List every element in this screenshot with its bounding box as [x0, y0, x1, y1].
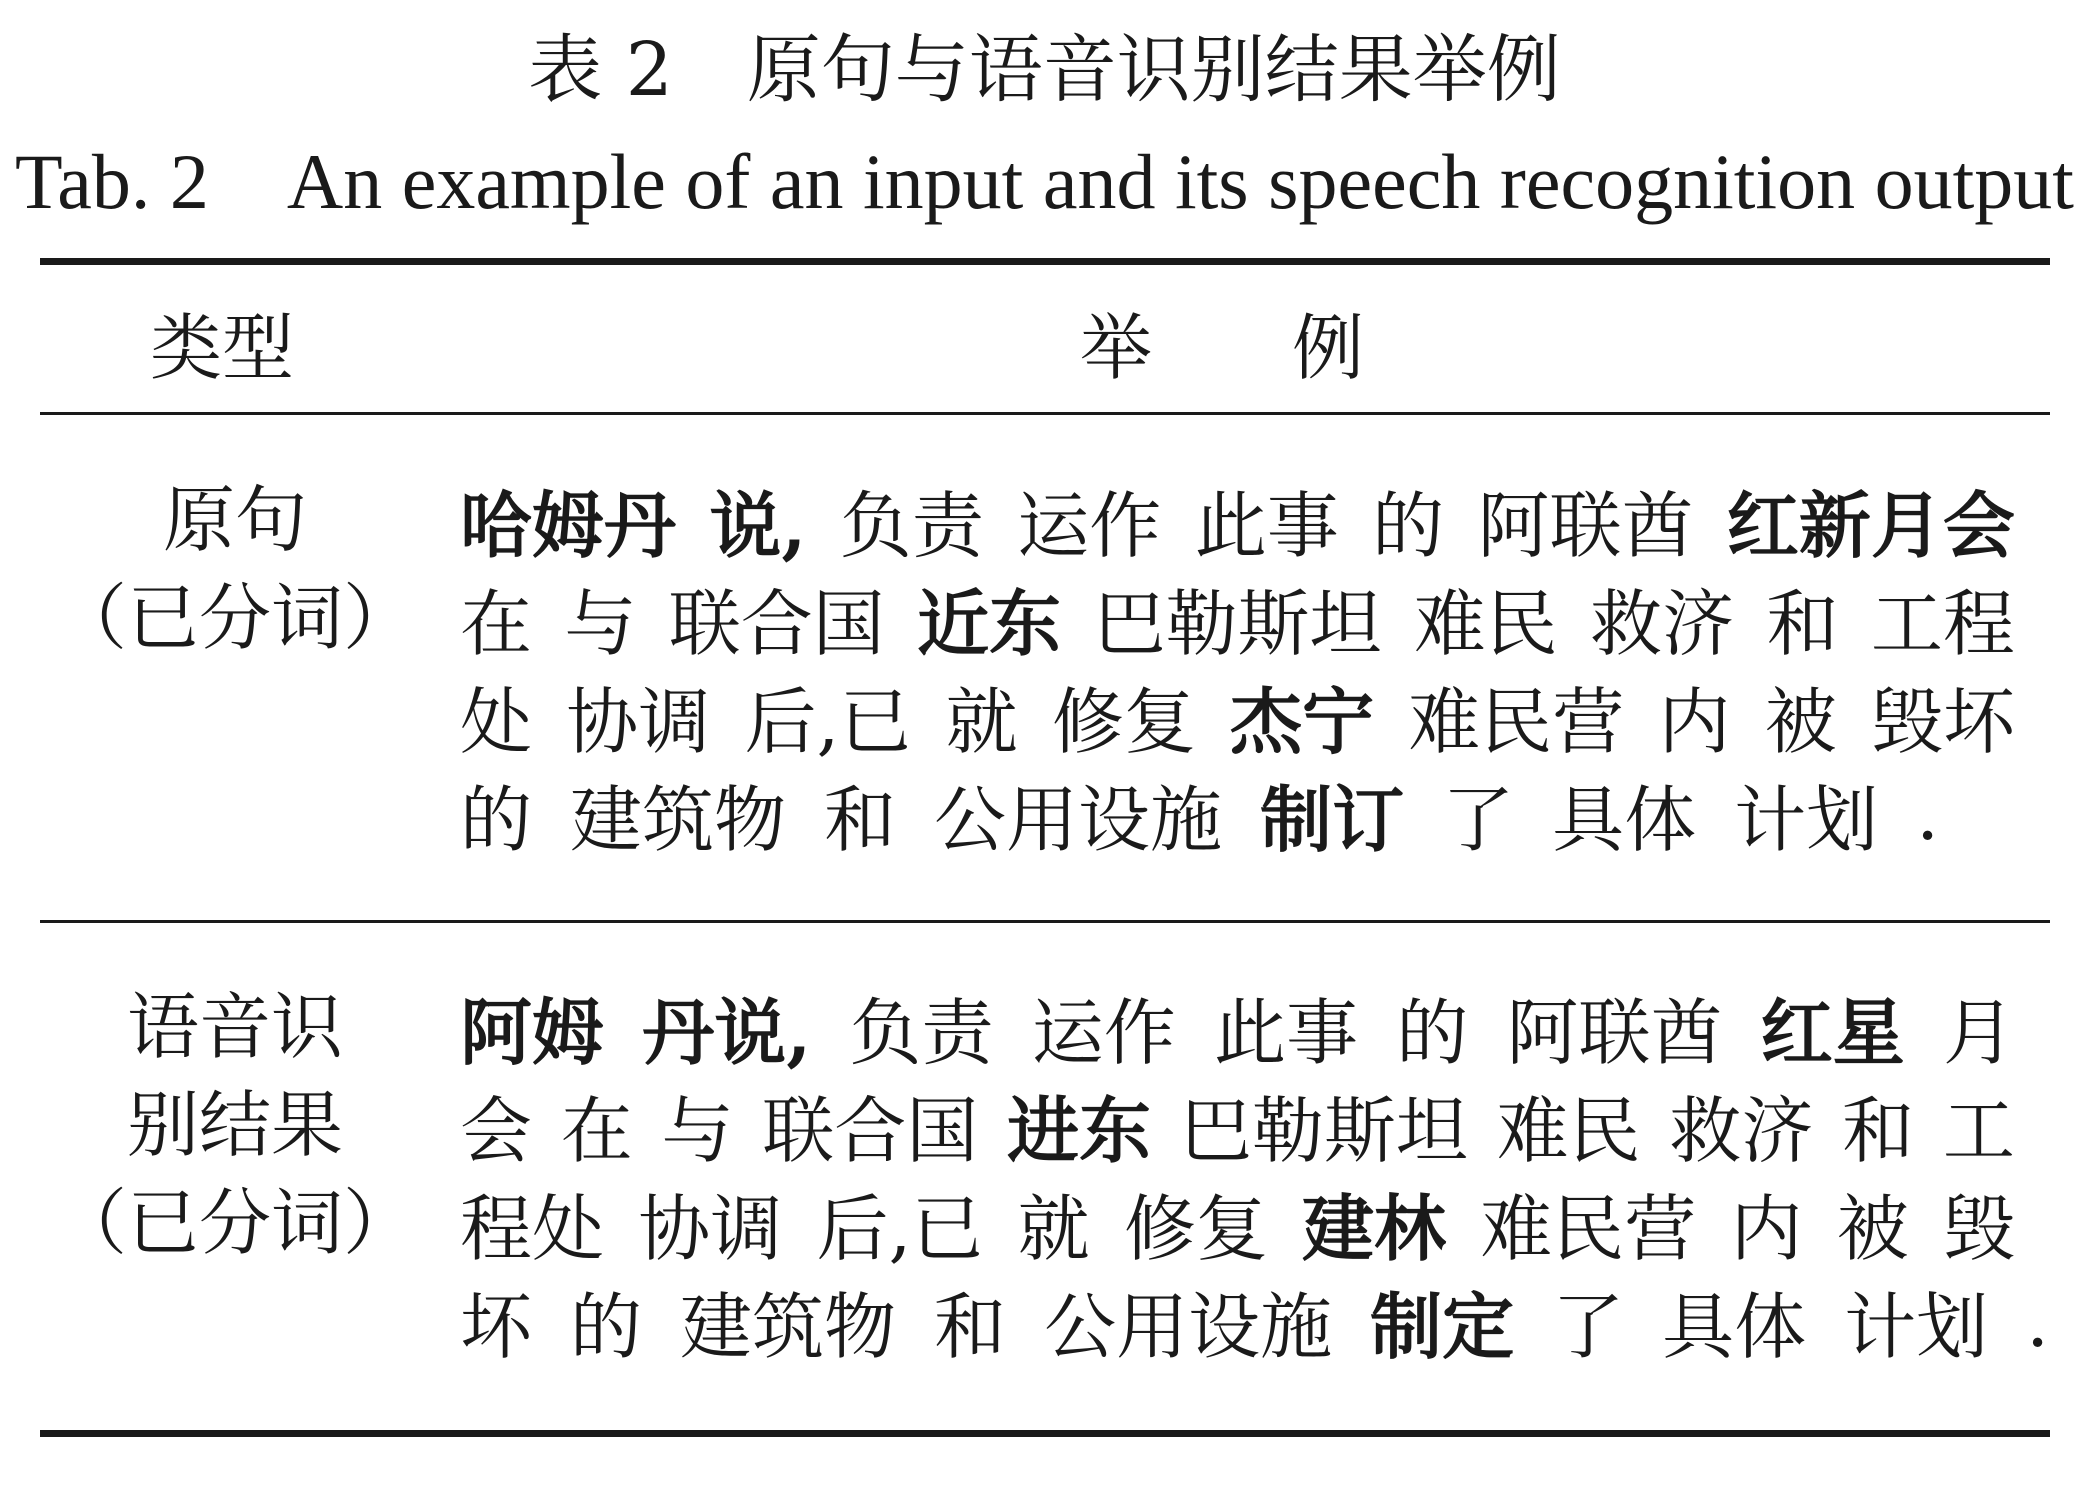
token: 内 [1658, 680, 1731, 764]
token: 修复 [1123, 1187, 1268, 1271]
token: 在 [560, 1089, 633, 1173]
example-line [460, 1174, 2015, 1272]
bottom-rule [40, 1430, 2050, 1437]
highlighted-token: 近东 [917, 581, 1062, 666]
table-caption-chinese: 表 2 原句与语音识别结果举例 [528, 27, 1561, 113]
highlighted-token: 丹说, [642, 990, 812, 1075]
row-example-asr [460, 978, 2050, 1370]
top-rule [40, 258, 2050, 265]
token: 处 [460, 680, 533, 764]
token: 被 [1764, 680, 1837, 764]
highlighted-token: 建林 [1302, 1186, 1447, 1271]
token: 难民 [1413, 582, 1558, 666]
token: 的 [1372, 484, 1445, 568]
token: 负责 [839, 484, 984, 568]
token: 建筑物 [570, 778, 787, 862]
token: 救济 [1590, 582, 1735, 666]
table-caption-english: Tab. 2 An example of an input and its speech recognition output [15, 138, 2074, 225]
row-type-line: （已分词） [54, 576, 415, 660]
token: 和 [824, 778, 897, 862]
token: 与 [564, 582, 637, 666]
token: 坏 [460, 1285, 533, 1369]
token: . [1916, 772, 1940, 856]
token: 就 [945, 680, 1018, 764]
row-type-line: 别结果 [126, 1083, 343, 1167]
token: 运作 [1031, 991, 1176, 1075]
token: 与 [661, 1089, 734, 1173]
example-line [460, 1272, 2050, 1370]
example-line [460, 978, 2015, 1076]
token: 阿联酋 [1506, 991, 1723, 1075]
token: 救济 [1669, 1089, 1814, 1173]
example-line [460, 765, 2015, 863]
token: 计划 [1734, 778, 1879, 862]
token: 此事 [1214, 991, 1359, 1075]
highlighted-token: 说, [709, 483, 807, 568]
token: 公用设施 [1044, 1285, 1333, 1369]
highlighted-token: 制定 [1370, 1284, 1515, 1369]
token: 联合国 [762, 1089, 979, 1173]
row-type-line: 语音识 [126, 985, 343, 1069]
token: 巴勒斯坦 [1093, 582, 1382, 666]
token: 毁坏 [1870, 680, 2015, 764]
row-example-original [460, 471, 2015, 863]
token: 此事 [1194, 484, 1339, 568]
token: . [2026, 1279, 2050, 1363]
token: 内 [1730, 1187, 1803, 1271]
highlighted-token: 进东 [1007, 1088, 1152, 1173]
token: 修复 [1051, 680, 1196, 764]
token: 协调 [566, 680, 711, 764]
token: 工程 [1870, 582, 2015, 666]
token: 协调 [638, 1187, 783, 1271]
row-type-line: 原句 [162, 478, 307, 562]
row-type-asr [40, 978, 430, 1272]
token: 毁 [1942, 1187, 2015, 1271]
token: 就 [1017, 1187, 1090, 1271]
example-line [460, 569, 2015, 667]
token: 被 [1836, 1187, 1909, 1271]
token: 的 [570, 1285, 643, 1369]
highlighted-token: 阿姆 [460, 990, 605, 1075]
row-type-line: （已分词） [54, 1181, 415, 1265]
token: 具体 [1662, 1285, 1807, 1369]
token: 建筑物 [680, 1285, 897, 1369]
highlighted-token: 杰宁 [1230, 679, 1375, 764]
token: 巴勒斯坦 [1179, 1089, 1468, 1173]
highlighted-token: 红新月会 [1726, 483, 2015, 568]
token: 具体 [1552, 778, 1697, 862]
token: 在 [460, 582, 533, 666]
highlighted-token: 哈姆丹 [460, 483, 677, 568]
token: 了 [1442, 778, 1515, 862]
token: 会 [460, 1089, 533, 1173]
token: 后,已 [816, 1187, 984, 1271]
token: 难民 [1496, 1089, 1641, 1173]
highlighted-token: 制订 [1260, 777, 1405, 862]
token: 和 [1766, 582, 1839, 666]
token: 和 [934, 1285, 1007, 1369]
token: 程处 [460, 1187, 605, 1271]
example-line [460, 471, 2015, 569]
example-line [460, 1076, 2015, 1174]
token: 联合国 [668, 582, 885, 666]
column-header-type: 类型 [150, 306, 295, 390]
row-type-original [40, 471, 430, 667]
token: 和 [1842, 1089, 1915, 1173]
token: 计划 [1844, 1285, 1989, 1369]
token: 运作 [1017, 484, 1162, 568]
token: 难民营 [1480, 1187, 1697, 1271]
row-separator-rule [40, 920, 2050, 923]
token: 阿联酋 [1477, 484, 1694, 568]
token: 月 [1942, 991, 2015, 1075]
highlighted-token: 红星 [1760, 990, 1905, 1075]
token: 负责 [849, 991, 994, 1075]
token: 了 [1552, 1285, 1625, 1369]
token: 工 [1942, 1089, 2015, 1173]
token: 公用设施 [934, 778, 1223, 862]
token: 的 [1396, 991, 1469, 1075]
header-rule [40, 412, 2050, 415]
token: 的 [460, 778, 533, 862]
token: 后,已 [744, 680, 912, 764]
token: 难民营 [1408, 680, 1625, 764]
example-line [460, 667, 2015, 765]
column-header-example: 举例 [1080, 306, 1505, 390]
